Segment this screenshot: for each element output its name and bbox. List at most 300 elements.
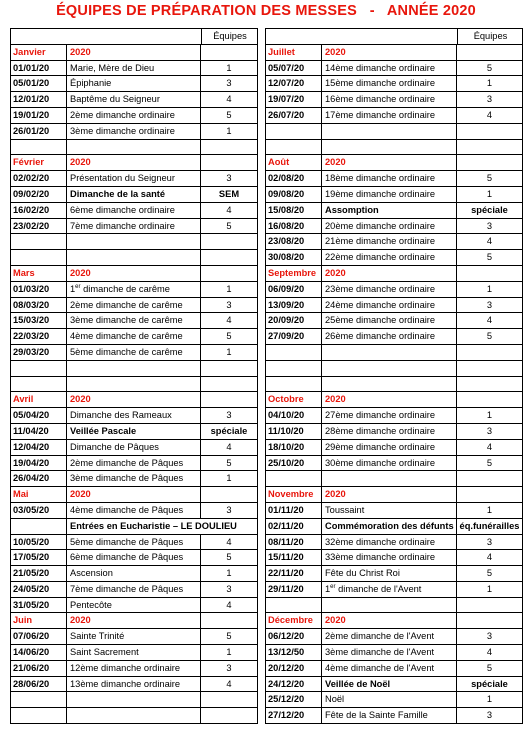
mass-celebration: Présentation du Seigneur (67, 171, 201, 186)
equipes-header-row (266, 29, 522, 45)
mass-date: 24/05/20 (11, 582, 67, 597)
mass-celebration: 6ème dimanche de Pâques (67, 550, 201, 565)
empty-team (457, 361, 522, 376)
mass-team: 5 (486, 331, 493, 342)
empty-row (266, 140, 522, 156)
mass-team: 1 (226, 283, 232, 294)
month-header-row (266, 155, 522, 171)
mass-row (266, 187, 522, 203)
mass-row (266, 519, 522, 535)
mass-date: 19/04/20 (11, 456, 67, 471)
mass-celebration: 3ème dimanche de Pâques (67, 471, 201, 486)
mass-row (266, 282, 522, 298)
month-year: 2020 (322, 392, 457, 407)
month-header-row (266, 487, 522, 503)
empty-name (322, 124, 457, 139)
month-year: 2020 (67, 613, 201, 628)
mass-row (11, 408, 257, 424)
mass-row (266, 629, 522, 645)
mass-celebration: 3ème dimanche de carême (67, 313, 201, 328)
mass-celebration: Veillée Pascale (67, 424, 201, 439)
month-name: Mai (11, 487, 67, 502)
mass-celebration: 33ème dimanche ordinaire (322, 550, 457, 565)
empty-name (322, 361, 457, 376)
mass-team: 5 (486, 568, 493, 579)
mass-date: 11/04/20 (11, 424, 67, 439)
mass-row (266, 203, 522, 219)
month-header-row (266, 266, 522, 282)
mass-date: 02/11/20 (266, 519, 322, 534)
mass-row (266, 661, 522, 677)
mass-row (11, 61, 257, 77)
mass-date: 05/07/20 (266, 61, 322, 76)
mass-team: 3 (226, 662, 232, 673)
month-year: 2020 (322, 613, 457, 628)
empty-row (11, 692, 257, 708)
mass-celebration: Assomption (322, 203, 457, 218)
empty-row (11, 361, 257, 377)
empty-row (11, 234, 257, 250)
month-year: 2020 (67, 45, 201, 60)
empty-row (266, 124, 522, 140)
mass-celebration: 27ème dimanche ordinaire (322, 408, 457, 423)
mass-row (11, 203, 257, 219)
month-name: Août (266, 155, 322, 170)
mass-celebration: Entrées en Eucharistie – LE DOULIEU (70, 520, 237, 531)
mass-date: 19/01/20 (11, 108, 67, 123)
mass-team: 5 (226, 220, 232, 231)
mass-row (11, 550, 257, 566)
empty-team (457, 124, 522, 139)
mass-date: 14/06/20 (11, 645, 67, 660)
mass-celebration: Toussaint (322, 503, 457, 518)
mass-date: 11/10/20 (266, 424, 322, 439)
mass-celebration: 5ème dimanche de carême (67, 345, 201, 360)
mass-team: 4 (226, 315, 232, 326)
month-year: 2020 (322, 155, 457, 170)
mass-team: 4 (486, 315, 493, 326)
mass-date: 30/08/20 (266, 250, 322, 265)
mass-celebration: Veillée de Noël (322, 677, 457, 692)
mass-row (11, 629, 257, 645)
mass-date: 15/08/20 (266, 203, 322, 218)
mass-celebration: 22ème dimanche ordinaire (322, 250, 457, 265)
mass-team: 5 (226, 457, 232, 468)
month-year: 2020 (322, 45, 457, 60)
mass-row (11, 661, 257, 677)
mass-team: 5 (486, 252, 493, 263)
mass-celebration: Baptême du Seigneur (67, 92, 201, 107)
mass-team: 1 (226, 346, 232, 357)
mass-team: 1 (486, 188, 493, 199)
mass-date: 05/01/20 (11, 76, 67, 91)
mass-celebration: 28ème dimanche ordinaire (322, 424, 457, 439)
mass-celebration: 1er dimanche de l'Avent (322, 582, 457, 597)
mass-row (266, 219, 522, 235)
mass-team: 3 (486, 425, 493, 436)
empty-team (457, 598, 522, 613)
mass-celebration: Ascension (67, 566, 201, 581)
mass-row (11, 519, 257, 535)
empty-team (457, 140, 522, 155)
mass-date: 06/09/20 (266, 282, 322, 297)
mass-date: 29/11/20 (266, 582, 322, 597)
header-blank-name (67, 29, 201, 44)
mass-celebration: 25ème dimanche ordinaire (322, 313, 457, 328)
empty-date (11, 140, 67, 155)
empty-row (11, 250, 257, 266)
mass-date: 09/02/20 (11, 187, 67, 202)
mass-celebration: 20ème dimanche ordinaire (322, 219, 457, 234)
mass-row (11, 582, 257, 598)
mass-celebration: 29ème dimanche ordinaire (322, 440, 457, 455)
mass-team: 1 (226, 473, 232, 484)
month-team-blank (457, 613, 522, 628)
empty-name (322, 471, 457, 486)
empty-row (11, 377, 257, 393)
mass-date: 02/08/20 (266, 171, 322, 186)
mass-date: 08/11/20 (266, 535, 322, 550)
mass-date: 16/02/20 (11, 203, 67, 218)
mass-date: 05/04/20 (11, 408, 67, 423)
mass-row (266, 677, 522, 693)
mass-row (11, 345, 257, 361)
mass-team: 4 (486, 647, 493, 658)
month-year: 2020 (67, 392, 201, 407)
mass-team: 4 (226, 441, 232, 452)
mass-date: 27/12/20 (266, 708, 322, 723)
month-name: Mars (11, 266, 67, 281)
page-title: ÉQUIPES DE PRÉPARATION DES MESSES - ANNÉE 2020 (56, 3, 476, 19)
empty-name (67, 140, 201, 155)
mass-row (11, 535, 257, 551)
mass-celebration: Dimanche de Pâques (67, 440, 201, 455)
mass-date: 22/11/20 (266, 566, 322, 581)
mass-celebration: 2ème dimanche de carême (67, 298, 201, 313)
mass-team: 1 (486, 504, 493, 515)
mass-celebration: Dimanche des Rameaux (67, 408, 201, 423)
month-name: Novembre (266, 487, 322, 502)
mass-row (11, 124, 257, 140)
equipes-header-row (11, 29, 257, 45)
mass-date: 01/11/20 (266, 503, 322, 518)
mass-team: 5 (226, 552, 232, 563)
mass-celebration: 4ème dimanche de l'Avent (322, 661, 457, 676)
mass-celebration: 21ème dimanche ordinaire (322, 234, 457, 249)
header-blank-date (266, 29, 322, 44)
mass-date: 07/06/20 (11, 629, 67, 644)
mass-date: 17/05/20 (11, 550, 67, 565)
empty-name (322, 377, 457, 392)
month-team-blank (201, 392, 257, 407)
mass-celebration: 7ème dimanche ordinaire (67, 219, 201, 234)
mass-team: spéciale (471, 678, 508, 689)
mass-row (11, 329, 257, 345)
mass-row (266, 535, 522, 551)
mass-date: 01/01/20 (11, 61, 67, 76)
mass-team: 5 (226, 631, 232, 642)
empty-date (11, 361, 67, 376)
mass-row (11, 503, 257, 519)
mass-date: 08/03/20 (11, 298, 67, 313)
month-header-row (266, 392, 522, 408)
mass-team: 1 (486, 694, 493, 705)
mass-team: 1 (226, 568, 232, 579)
mass-row (266, 566, 522, 582)
mass-team: 4 (226, 536, 232, 547)
month-name: Février (11, 155, 67, 170)
empty-row (266, 361, 522, 377)
mass-celebration: 19ème dimanche ordinaire (322, 187, 457, 202)
mass-celebration: 6ème dimanche ordinaire (67, 203, 201, 218)
empty-row (266, 377, 522, 393)
empty-date (266, 471, 322, 486)
mass-row (266, 250, 522, 266)
mass-team: 1 (226, 125, 232, 136)
mass-team: 3 (486, 94, 493, 105)
mass-date: 26/04/20 (11, 471, 67, 486)
month-name: Juin (11, 613, 67, 628)
month-name: Décembre (266, 613, 322, 628)
empty-team (457, 471, 522, 486)
equipes-header: Équipes (201, 29, 258, 44)
mass-team: 4 (226, 204, 232, 215)
mass-row (266, 313, 522, 329)
mass-celebration: 18ème dimanche ordinaire (322, 171, 457, 186)
mass-date: 12/07/20 (266, 76, 322, 91)
mass-row (266, 408, 522, 424)
mass-date: 12/04/20 (11, 440, 67, 455)
month-header-row (11, 613, 257, 629)
month-name: Avril (11, 392, 67, 407)
mass-row (266, 708, 522, 723)
mass-team: 1 (486, 78, 493, 89)
mass-date: 03/05/20 (11, 503, 67, 518)
mass-date: 06/12/20 (266, 629, 322, 644)
empty-team (201, 692, 257, 707)
mass-row (266, 645, 522, 661)
mass-celebration: Sainte Trinité (67, 629, 201, 644)
month-team-blank (457, 266, 522, 281)
mass-date: 26/01/20 (11, 124, 67, 139)
month-year: 2020 (67, 266, 201, 281)
mass-date: 13/12/50 (266, 645, 322, 660)
empty-team (457, 345, 522, 360)
mass-row (266, 440, 522, 456)
mass-team: 3 (486, 299, 493, 310)
mass-celebration: 30ème dimanche ordinaire (322, 456, 457, 471)
mass-row (11, 456, 257, 472)
empty-name (67, 361, 201, 376)
mass-row (11, 187, 257, 203)
empty-date (11, 692, 67, 707)
empty-date (11, 234, 67, 249)
mass-team: 4 (486, 109, 493, 120)
mass-row (266, 692, 522, 708)
month-header-row (11, 487, 257, 503)
mass-date: 22/03/20 (11, 329, 67, 344)
mass-team: 5 (226, 109, 232, 120)
mass-celebration: 13ème dimanche ordinaire (67, 677, 201, 692)
empty-team (201, 377, 257, 392)
empty-name (67, 692, 201, 707)
mass-team: 5 (486, 662, 493, 673)
empty-date (266, 124, 322, 139)
empty-date (11, 708, 67, 723)
empty-team (201, 140, 257, 155)
mass-celebration: 23ème dimanche ordinaire (322, 282, 457, 297)
mass-team: SEM (218, 188, 240, 199)
mass-row (266, 456, 522, 472)
mass-date: 12/01/20 (11, 92, 67, 107)
mass-row (266, 108, 522, 124)
mass-row (11, 645, 257, 661)
mass-celebration: Fête du Christ Roi (322, 566, 457, 581)
mass-date: 29/03/20 (11, 345, 67, 360)
empty-name (67, 250, 201, 265)
mass-date: 23/08/20 (266, 234, 322, 249)
empty-date (11, 377, 67, 392)
mass-celebration: Noël (322, 692, 457, 707)
mass-row (266, 171, 522, 187)
mass-team: 1 (226, 62, 232, 73)
mass-celebration: 3ème dimanche de l'Avent (322, 645, 457, 660)
month-name: Juillet (266, 45, 322, 60)
mass-team: 3 (226, 410, 232, 421)
mass-row (11, 298, 257, 314)
mass-row (266, 76, 522, 92)
mass-team: 5 (486, 62, 493, 73)
month-header-row (266, 45, 522, 61)
mass-team: 1 (226, 647, 232, 658)
mass-team: 3 (486, 220, 493, 231)
month-team-blank (457, 487, 522, 502)
mass-row (266, 329, 522, 345)
empty-row (266, 345, 522, 361)
empty-name (67, 708, 201, 723)
month-team-blank (457, 155, 522, 170)
empty-date (266, 377, 322, 392)
mass-team: spéciale (210, 425, 248, 436)
empty-team (201, 361, 257, 376)
mass-team: 3 (486, 710, 493, 721)
empty-name (322, 140, 457, 155)
mass-row (11, 219, 257, 235)
mass-team: 1 (486, 410, 493, 421)
mass-date: 15/11/20 (266, 550, 322, 565)
mass-team: 4 (486, 552, 493, 563)
mass-team: 4 (486, 441, 493, 452)
mass-team: 3 (486, 536, 493, 547)
mass-row (11, 313, 257, 329)
mass-date: 13/09/20 (266, 298, 322, 313)
mass-celebration: Épiphanie (67, 76, 201, 91)
empty-team (201, 234, 257, 249)
mass-celebration: 4ème dimanche de carême (67, 329, 201, 344)
mass-date: 21/06/20 (11, 661, 67, 676)
mass-celebration: 14ème dimanche ordinaire (322, 61, 457, 76)
month-header-row (11, 155, 257, 171)
mass-team: 3 (226, 173, 232, 184)
month-name: Septembre (266, 266, 322, 281)
empty-row (11, 140, 257, 156)
mass-celebration: Pentecôte (67, 598, 201, 613)
mass-row (266, 92, 522, 108)
empty-row (266, 598, 522, 614)
mass-celebration: 32ème dimanche ordinaire (322, 535, 457, 550)
mass-team: 1 (486, 283, 493, 294)
month-year: 2020 (67, 155, 201, 170)
empty-name (322, 345, 457, 360)
mass-team: 3 (226, 583, 232, 594)
mass-row (266, 582, 522, 598)
mass-team: 4 (486, 236, 493, 247)
mass-celebration: 5ème dimanche de Pâques (67, 535, 201, 550)
schedule-right-column (265, 28, 523, 724)
mass-date: 26/07/20 (266, 108, 322, 123)
header-blank-name (322, 29, 457, 44)
empty-team (201, 250, 257, 265)
month-team-blank (201, 155, 257, 170)
empty-row (11, 708, 257, 723)
mass-date: 20/12/20 (266, 661, 322, 676)
mass-team: 5 (226, 331, 232, 342)
month-header-row (11, 266, 257, 282)
month-year: 2020 (67, 487, 201, 502)
empty-date (266, 361, 322, 376)
mass-date: 01/03/20 (11, 282, 67, 297)
mass-team: 4 (226, 599, 232, 610)
mass-celebration: 3ème dimanche ordinaire (67, 124, 201, 139)
mass-celebration: 2ème dimanche de Pâques (67, 456, 201, 471)
mass-row (11, 171, 257, 187)
mass-celebration: 24ème dimanche ordinaire (322, 298, 457, 313)
header-blank-date (11, 29, 67, 44)
month-team-blank (201, 613, 257, 628)
mass-row (11, 108, 257, 124)
mass-row (11, 598, 257, 614)
mass-team: 4 (226, 678, 232, 689)
mass-row (266, 234, 522, 250)
mass-row (11, 566, 257, 582)
mass-row (11, 92, 257, 108)
mass-date (11, 519, 67, 534)
month-name: Octobre (266, 392, 322, 407)
mass-date: 15/03/20 (11, 313, 67, 328)
mass-row (11, 471, 257, 487)
mass-celebration: Marie, Mère de Dieu (67, 61, 201, 76)
mass-team: 3 (226, 299, 232, 310)
empty-date (266, 345, 322, 360)
mass-date: 21/05/20 (11, 566, 67, 581)
mass-celebration: 15ème dimanche ordinaire (322, 76, 457, 91)
mass-team: 3 (226, 78, 232, 89)
mass-row (266, 503, 522, 519)
mass-row (11, 76, 257, 92)
mass-team: 3 (226, 504, 232, 515)
mass-row (11, 677, 257, 693)
month-team-blank (201, 266, 257, 281)
mass-row (266, 424, 522, 440)
mass-celebration: Commémoration des défunts (322, 519, 457, 534)
mass-celebration: 16ème dimanche ordinaire (322, 92, 457, 107)
mass-team: 5 (486, 457, 493, 468)
mass-date: 28/06/20 (11, 677, 67, 692)
mass-celebration: 12ème dimanche ordinaire (67, 661, 201, 676)
mass-team: 1 (486, 583, 493, 594)
mass-date: 02/02/20 (11, 171, 67, 186)
mass-celebration: Fête de la Sainte Famille (322, 708, 457, 723)
